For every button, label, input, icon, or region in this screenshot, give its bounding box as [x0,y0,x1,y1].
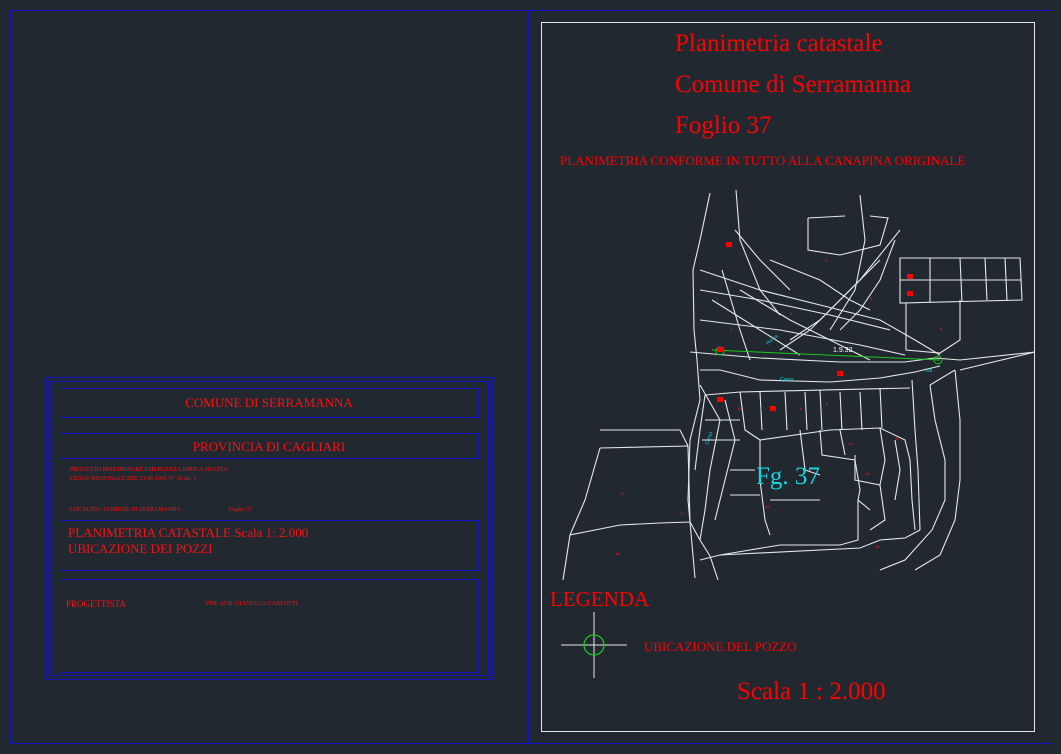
svg-text:8: 8 [800,406,803,411]
svg-text:7: 7 [760,406,763,411]
svg-text:3: 3 [790,311,793,316]
legend-title: LEGENDA [550,587,650,611]
svg-text:9: 9 [826,401,829,406]
sheet-title-2: Comune di Serramanna [675,71,912,98]
localita-label: LOCALITA': COMUNE DI SERRAMANNA [70,507,182,513]
svg-text:Roma: Roma [765,333,780,347]
svg-text:16: 16 [765,504,770,509]
planimetria-line-2: UBICAZIONE DEI POZZI [68,541,213,556]
progettista-name: PER. AGR. GIANLUCA CARLOTTI [206,601,298,607]
svg-text:Via: Via [925,368,933,374]
svg-text:15: 15 [875,544,880,549]
scale-label: Scala 1 : 2.000 [737,678,886,705]
progetto-line-2: LEGGE REGIONALE DEL 21.06.1995 N° 16 art. 1 [70,476,197,482]
planimetria-line-1: PLANIMETRIA CATASTALE Scala 1: 2.000 [68,525,309,540]
svg-text:6: 6 [940,326,943,331]
sheet-title-1: Planimetria catastale [675,30,883,57]
svg-text:Corso: Corso [780,377,794,383]
svg-text:17: 17 [680,511,685,516]
map-sheet-label: Fg. 37 [756,463,820,490]
dimension-label: 1.9.32 [833,347,853,354]
svg-text:12: 12 [865,471,870,476]
comune-label: COMUNE DI SERRAMANNA [185,395,353,410]
foglio-small-label: Foglio 37 [229,507,253,513]
progettista-box [59,579,479,673]
well-symbol-icon [561,612,631,678]
legend-item-label: UBICAZIONE DEL POZZO [644,639,797,654]
svg-text:13: 13 [620,491,625,496]
progetto-line-1: PROGETTO PRELIMINARE EMERGENZA IDRICA SICCITA' [70,467,229,473]
progettista-label: PROGETTISTA [66,599,126,609]
svg-text:5: 5 [870,296,873,301]
sheet-title-3: Foglio 37 [675,112,772,139]
svg-text:11: 11 [895,436,900,441]
provincia-label: PROVINCIA DI CAGLIARI [192,439,346,454]
svg-text:4: 4 [825,258,828,263]
svg-text:1: 1 [716,296,719,301]
svg-text:Corso: Corso [704,431,715,446]
svg-text:10: 10 [848,441,853,446]
svg-text:14: 14 [615,551,620,556]
svg-text:18: 18 [737,406,742,411]
sheet-subtitle: PLANIMETRIA CONFORME IN TUTTO ALLA CANAPINA ORIGINALE [560,153,966,168]
svg-text:2: 2 [730,326,733,331]
